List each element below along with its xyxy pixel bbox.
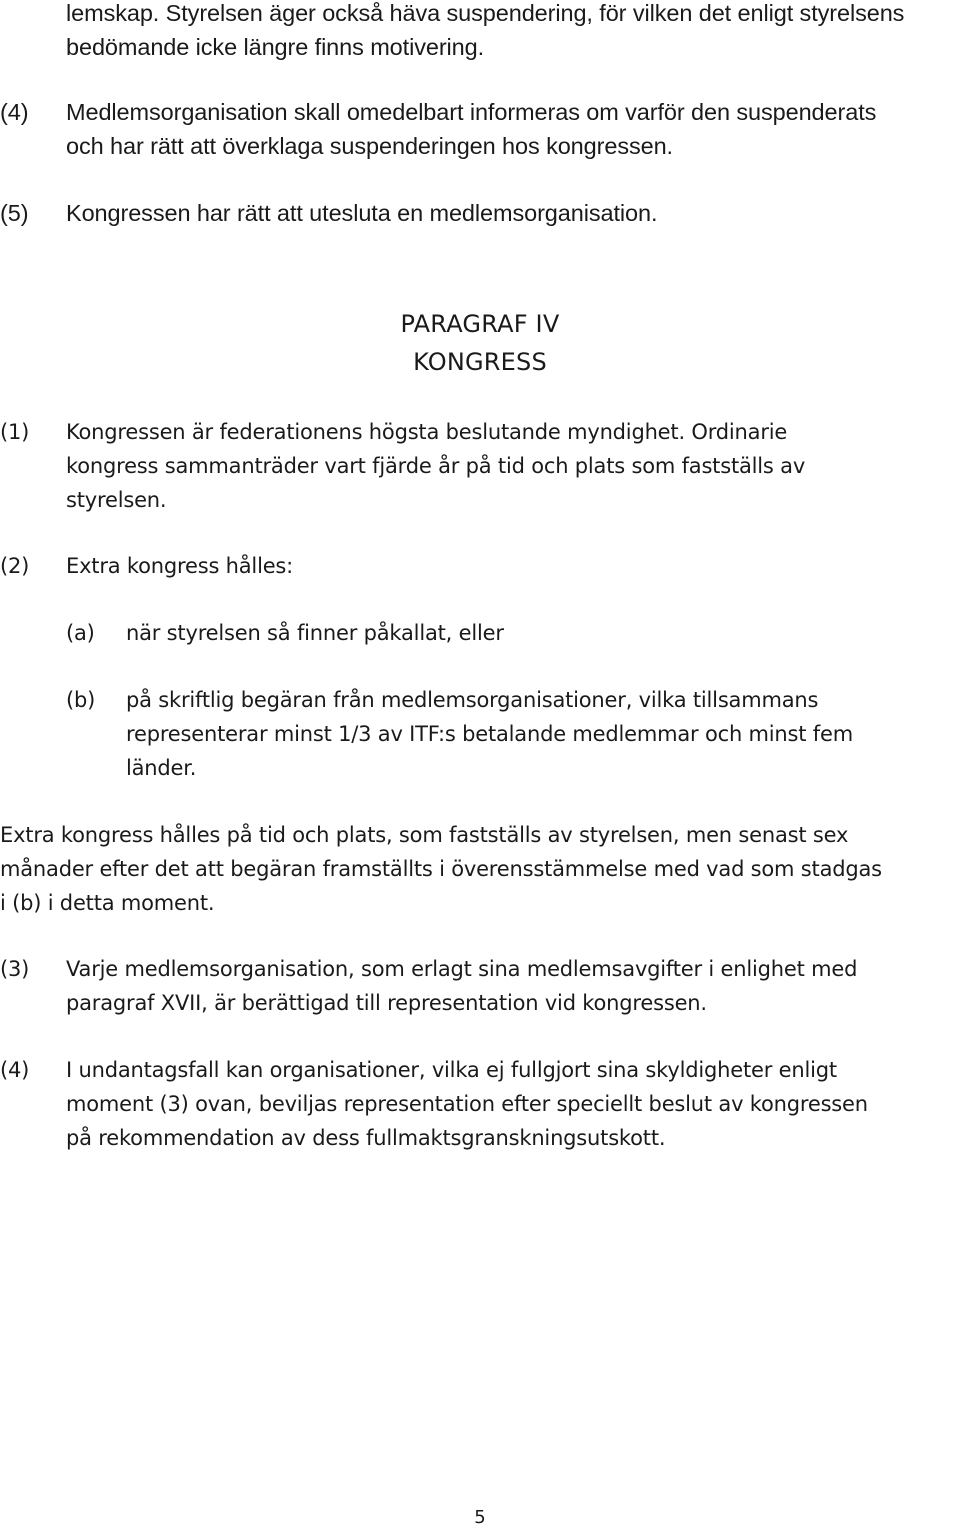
- item-line: styrelsen.: [66, 488, 167, 512]
- continuation-line-2: bedömande icke längre finns motivering.: [66, 34, 485, 60]
- subitem-letter: (b): [66, 688, 96, 712]
- item-line: Kongressen har rätt att utesluta en medlemsorganisation.: [66, 200, 658, 226]
- item-line: I undantagsfall kan organisationer, vilka ej fullgjort sina skyldigheter enligt: [66, 1058, 837, 1082]
- section-heading-paragraf: PARAGRAF IV: [400, 310, 560, 338]
- item-number: (3): [0, 957, 30, 981]
- item-line: kongress sammanträder vart fjärde år på tid och plats som fastställs av: [66, 454, 806, 478]
- subitem-line: representerar minst 1/3 av ITF:s betalande medlemmar och minst fem: [126, 722, 853, 746]
- paragraph-line: Extra kongress hålles på tid och plats, som fastställs av styrelsen, men senast sex: [0, 823, 849, 847]
- item-text: [66, 1053, 868, 1155]
- item-number: (1): [0, 420, 30, 444]
- item-line: Kongressen är federationens högsta beslutande myndighet. Ordinarie: [66, 420, 788, 444]
- page-number: 5: [474, 1507, 486, 1528]
- item-text: [66, 549, 293, 583]
- item-number: (4): [0, 1058, 30, 1082]
- paragraph-line: månader efter det att begäran framställts i överensstämmelse med vad som stadgas: [0, 857, 882, 881]
- item-number: (2): [0, 554, 30, 578]
- subitem-line: länder.: [126, 756, 197, 780]
- subitem-line: på skriftlig begäran från medlemsorganisationer, vilka tillsammans: [126, 688, 819, 712]
- item-line: moment (3) ovan, beviljas representation efter speciellt beslut av kongressen: [66, 1092, 868, 1116]
- subitem-text: [126, 616, 504, 650]
- item-text: [66, 952, 857, 1020]
- continuation-paragraph: [66, 0, 904, 64]
- item-line: och har rätt att överklaga suspenderingen hos kongressen.: [66, 133, 673, 159]
- item-line: Varje medlemsorganisation, som erlagt sina medlemsavgifter i enlighet med: [66, 957, 858, 981]
- subitem-letter: (a): [66, 621, 95, 645]
- extra-kongress-paragraph: [0, 818, 882, 920]
- item-text: [66, 196, 657, 230]
- continuation-line-1: lemskap. Styrelsen äger också häva suspendering, för vilken det enligt styrelsens: [66, 0, 905, 26]
- item-line: Extra kongress hålles:: [66, 554, 294, 578]
- subitem-line: när styrelsen så finner påkallat, eller: [126, 621, 504, 645]
- item-line: på rekommendation av dess fullmaktsgranskningsutskott.: [66, 1126, 666, 1150]
- subitem-text: [126, 683, 853, 785]
- item-number: (5): [0, 200, 29, 226]
- item-text: [66, 95, 876, 163]
- item-text: [66, 415, 805, 517]
- item-line: Medlemsorganisation skall omedelbart informeras om varför den suspenderats: [66, 99, 877, 125]
- item-line: paragraf XVII, är berättigad till representation vid kongressen.: [66, 991, 707, 1015]
- paragraph-line: i (b) i detta moment.: [0, 891, 215, 915]
- section-heading-kongress: KONGRESS: [413, 348, 547, 376]
- item-number: (4): [0, 99, 29, 125]
